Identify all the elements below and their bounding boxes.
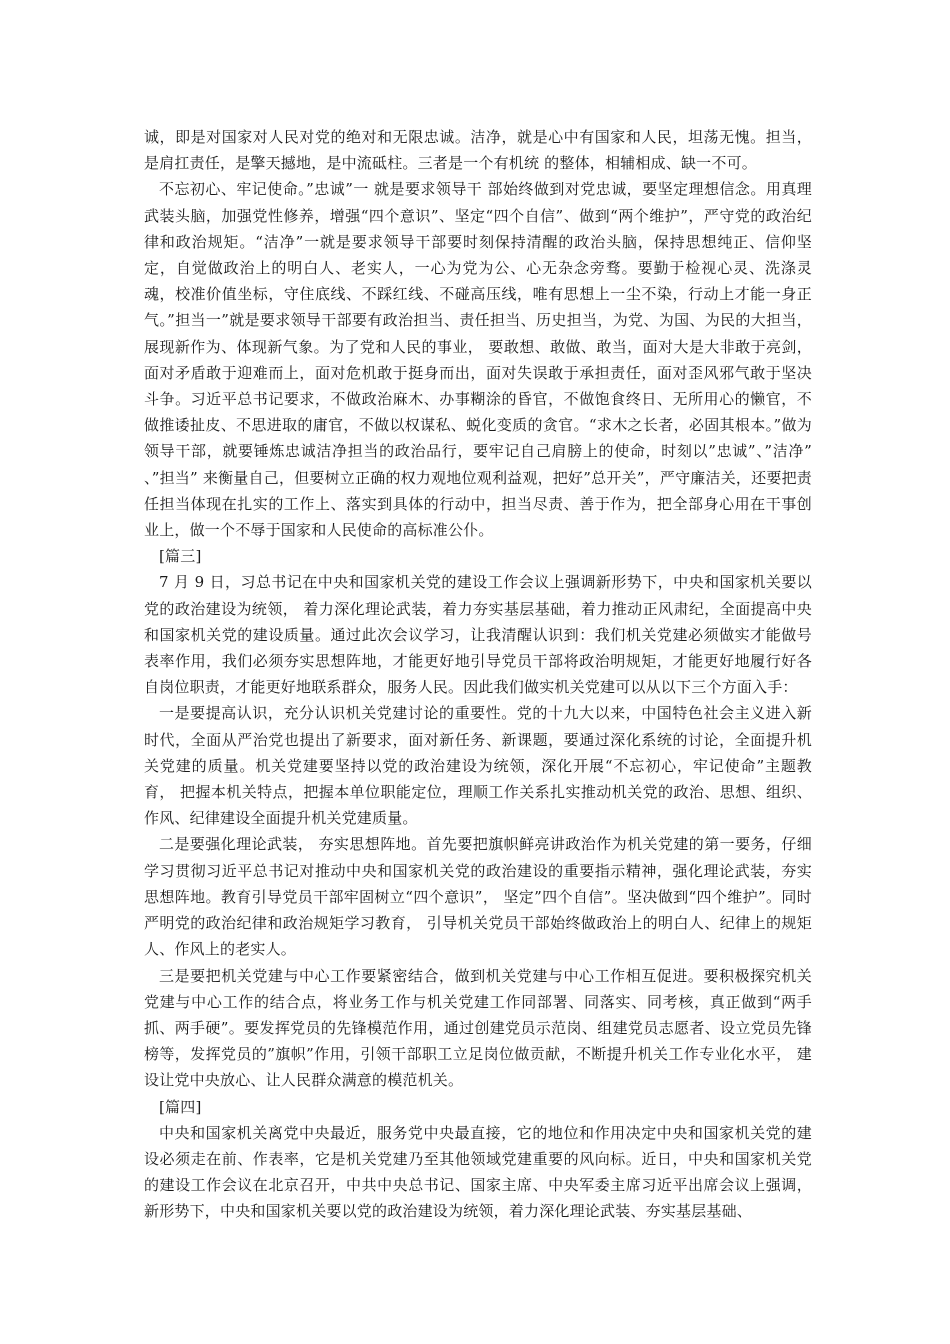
paragraph: 诚，即是对国家对人民对党的绝对和无限忠诚。洁净，就是心中有国家和人民，坦荡无愧。担当，是肩扛责任，是擎天撼地，是中流砥柱。三者是一个有机统 的整体，相辅相成、缺一不可。 — [144, 128, 812, 173]
paragraph: 三是要把机关党建与中心工作要紧密结合，做到机关党建与中心工作相互促进。要积极探究机关党建与中心工作的结合点，将业务工作与机关党建工作同部署、同落实、同考核，真正做到“两手抓、两手硬”。要发挥党员的先锋模范作用，通过创建党员示范岗、组建党员志愿者、设立党员先锋榜等，发挥党员的”旗帜”作用，引领干部职工立足岗位做贡献，不断提升机关工作专业化水平， 建设让党中央放心、让人民群众满意的模范机关。 — [144, 966, 812, 1090]
paragraph: 不忘初心、牢记使命。”忠诚”一 就是要求领导干 部始终做到对党忠诚，要坚定理想信念。用真理武装头脑，加强党性修养，增强“四个意识”、坚定“四个自信”、做到“两个维护”，严守党的政治纪律和政治规矩。“洁净”一就是要求领导干部要时刻保持清醒的政治头脑，保持思想纯正、信仰坚定，自觉做政治上的明白人、老实人，一心为党为公、心无杂念旁骛。要勤于检视心灵、洗涤灵魂，校准价值坐标，守住底线、不踩红线、不碰高压线，唯有思想上一尘不染，行动上才能一身正气。”担当一”就是要求领导干部要有政治担当、责任担当、历史担当，为党、为国、为民的大担当，展现新作为、体现新气象。为了党和人民的事业， 要敢想、敢做、敢当，面对大是大非敢于亮剑，面对矛盾敢于迎难而上，面对危机敢于挺身而出，面对失误敢于承担责任，面对歪风邪气敢于坚决斗争。习近平总书记要求，不做政治麻木、办事糊涂的昏官，不做饱食终日、无所用心的懒官，不做推诿扯皮、不思进取的庸官，不做以权谋私、蜕化变质的贪官。“求木之长者，必固其根本。”做为领导干部，就要锤炼忠诚洁净担当的政治品行，要牢记自己肩膀上的使命，时刻以”忠诚”、”洁净” 、”担当” 来衡量自己，但要树立正确的权力观地位观利益观，把好”总开关”，严守廉洁关，还要把责任担当体现在扎实的工作上、落实到具体的行动中，担当尽责、善于作为，把全部身心用在干事创业上，做一个不辱于国家和人民使命的高标准公仆。 — [144, 180, 812, 540]
section-heading: [篇四] — [159, 1097, 202, 1116]
paragraph: 一是要提高认识，充分认识机关党建讨论的重要性。党的十九大以来，中国特色社会主义进入新时代，全面从严治党也提出了新要求，面对新任务、新课题，要通过深化系统的讨论，全面提升机关党建的质量。机关党建要坚持以党的政治建设为统领，深化开展“不忘初心，牢记使命”主题教育， 把握本机关特点，把握本单位职能定位，理顺工作关系扎实推动机关党的政治、思想、组织、作风、纪律建设全面提升机关党建质量。 — [144, 704, 812, 828]
paragraph: 中央和国家机关离党中央最近，服务党中央最直接，它的地位和作用决定中央和国家机关党的建设必须走在前、作表率，它是机关党建乃至其他领域党建重要的风向标。近日，中央和国家机关党的建设工作会议在北京召开，中共中央总书记、国家主席、中央军委主席习近平出席会议上强调，新形势下，中央和国家机关要以党的政治建设为统领，着力深化理论武装、夯实基层基础、 — [144, 1123, 812, 1221]
document-page — [144, 124, 812, 1225]
section-heading: [篇三] — [159, 547, 202, 566]
paragraph: 二是要强化理论武装， 夯实思想阵地。首先要把旗帜鲜亮讲政治作为机关党建的第一要务，仔细学习贯彻习近平总书记对推动中央和国家机关党的政治建设的重要指示精神，强化理论武装，夯实思想阵地。教育引导党员干部牢固树立“四个意识”， 坚定”四个自信”。坚决做到“四个维护”。同时严明党的政治纪律和政治规矩学习教育， 引导机关党员干部始终做政治上的明白人、纪律上的规矩人、作风上的老实人。 — [144, 835, 812, 959]
paragraph: 7 月 9 日，习总书记在中央和国家机关党的建设工作会议上强调新形势下，中央和国家机关要以党的政治建设为统领， 着力深化理论武装，着力夯实基层基础，着力推动正风肃纪，全面提高中央和国家机关党的建设质量。通过此次会议学习，让我清醒认识到：我们机关党建必须做实才能做号表率作用，我们必须夯实思想阵地，才能更好地引导党员干部将政治明规矩，才能更好地履行好各自岗位职责，才能更好地联系群众，服务人民。因此我们做实机关党建可以从以下三个方面入手： — [144, 573, 812, 697]
